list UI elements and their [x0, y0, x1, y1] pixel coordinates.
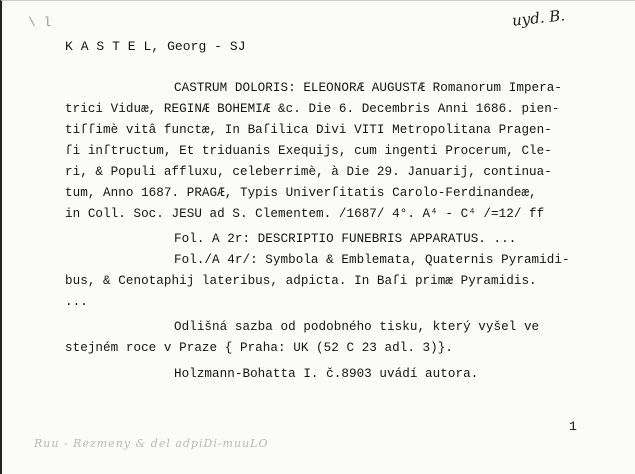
note-line: stejném roce v Praze { Praha: UK (52 C 23 adl. 3)}. — [65, 341, 453, 355]
title-line: CASTRUM DOLORIS: ELEONORÆ AUGUSTÆ Romanorum Impera- — [174, 81, 562, 95]
contents-line: ... — [65, 295, 88, 309]
handwritten-note: uyd. B. — [511, 6, 566, 30]
author-heading: K A S T E L, Georg - SJ — [65, 39, 246, 54]
title-line: ri, & Populi affluxu, celeberrimè, à Die 29. Januarij, continua- — [65, 165, 552, 179]
contents-line: bus, & Cenotaphij lateribus, adpicta. In Baſi primæ Pyramidis. — [65, 274, 537, 288]
bibliographic-reference: Holzmann-Bohatta I. č.8903 uvádí autora. — [174, 367, 479, 381]
corner-mark: \ l — [28, 15, 52, 30]
title-line: tiſſimè vitâ functæ, In Baſilica Divi VITI Metropolitana Pragen- — [65, 123, 552, 137]
title-line: ſi inſtructum, Et triduanis Exequijs, cum ingenti Procerum, Cle- — [65, 144, 552, 158]
contents-line: Fol. A 2r: DESCRIPTIO FUNEBRIS APPARATUS. ... — [174, 232, 517, 246]
note-line: Odlišná sazba od podobného tisku, který vyšel ve — [174, 320, 540, 334]
faint-handwriting: Ruu - Rezmeny & del adpiDi-muuLO — [34, 437, 269, 450]
title-line: trici Viduæ, REGINÆ BOHEMIÆ &c. Die 6. Decembris Anni 1686. pien- — [65, 102, 560, 116]
contents-line: Fol./A 4r/: Symbola & Emblemata, Quaternis Pyramidi- — [174, 253, 570, 267]
title-line: tum, Anno 1687. PRAGÆ, Typis Univerſitatis Carolo-Ferdinandeæ, — [65, 186, 537, 200]
title-line: in Coll. Soc. JESU ad S. Clementem. /1687/ 4°. A⁴ - C⁴ /=12/ ff — [65, 207, 545, 221]
page-number: 1 — [569, 419, 577, 434]
